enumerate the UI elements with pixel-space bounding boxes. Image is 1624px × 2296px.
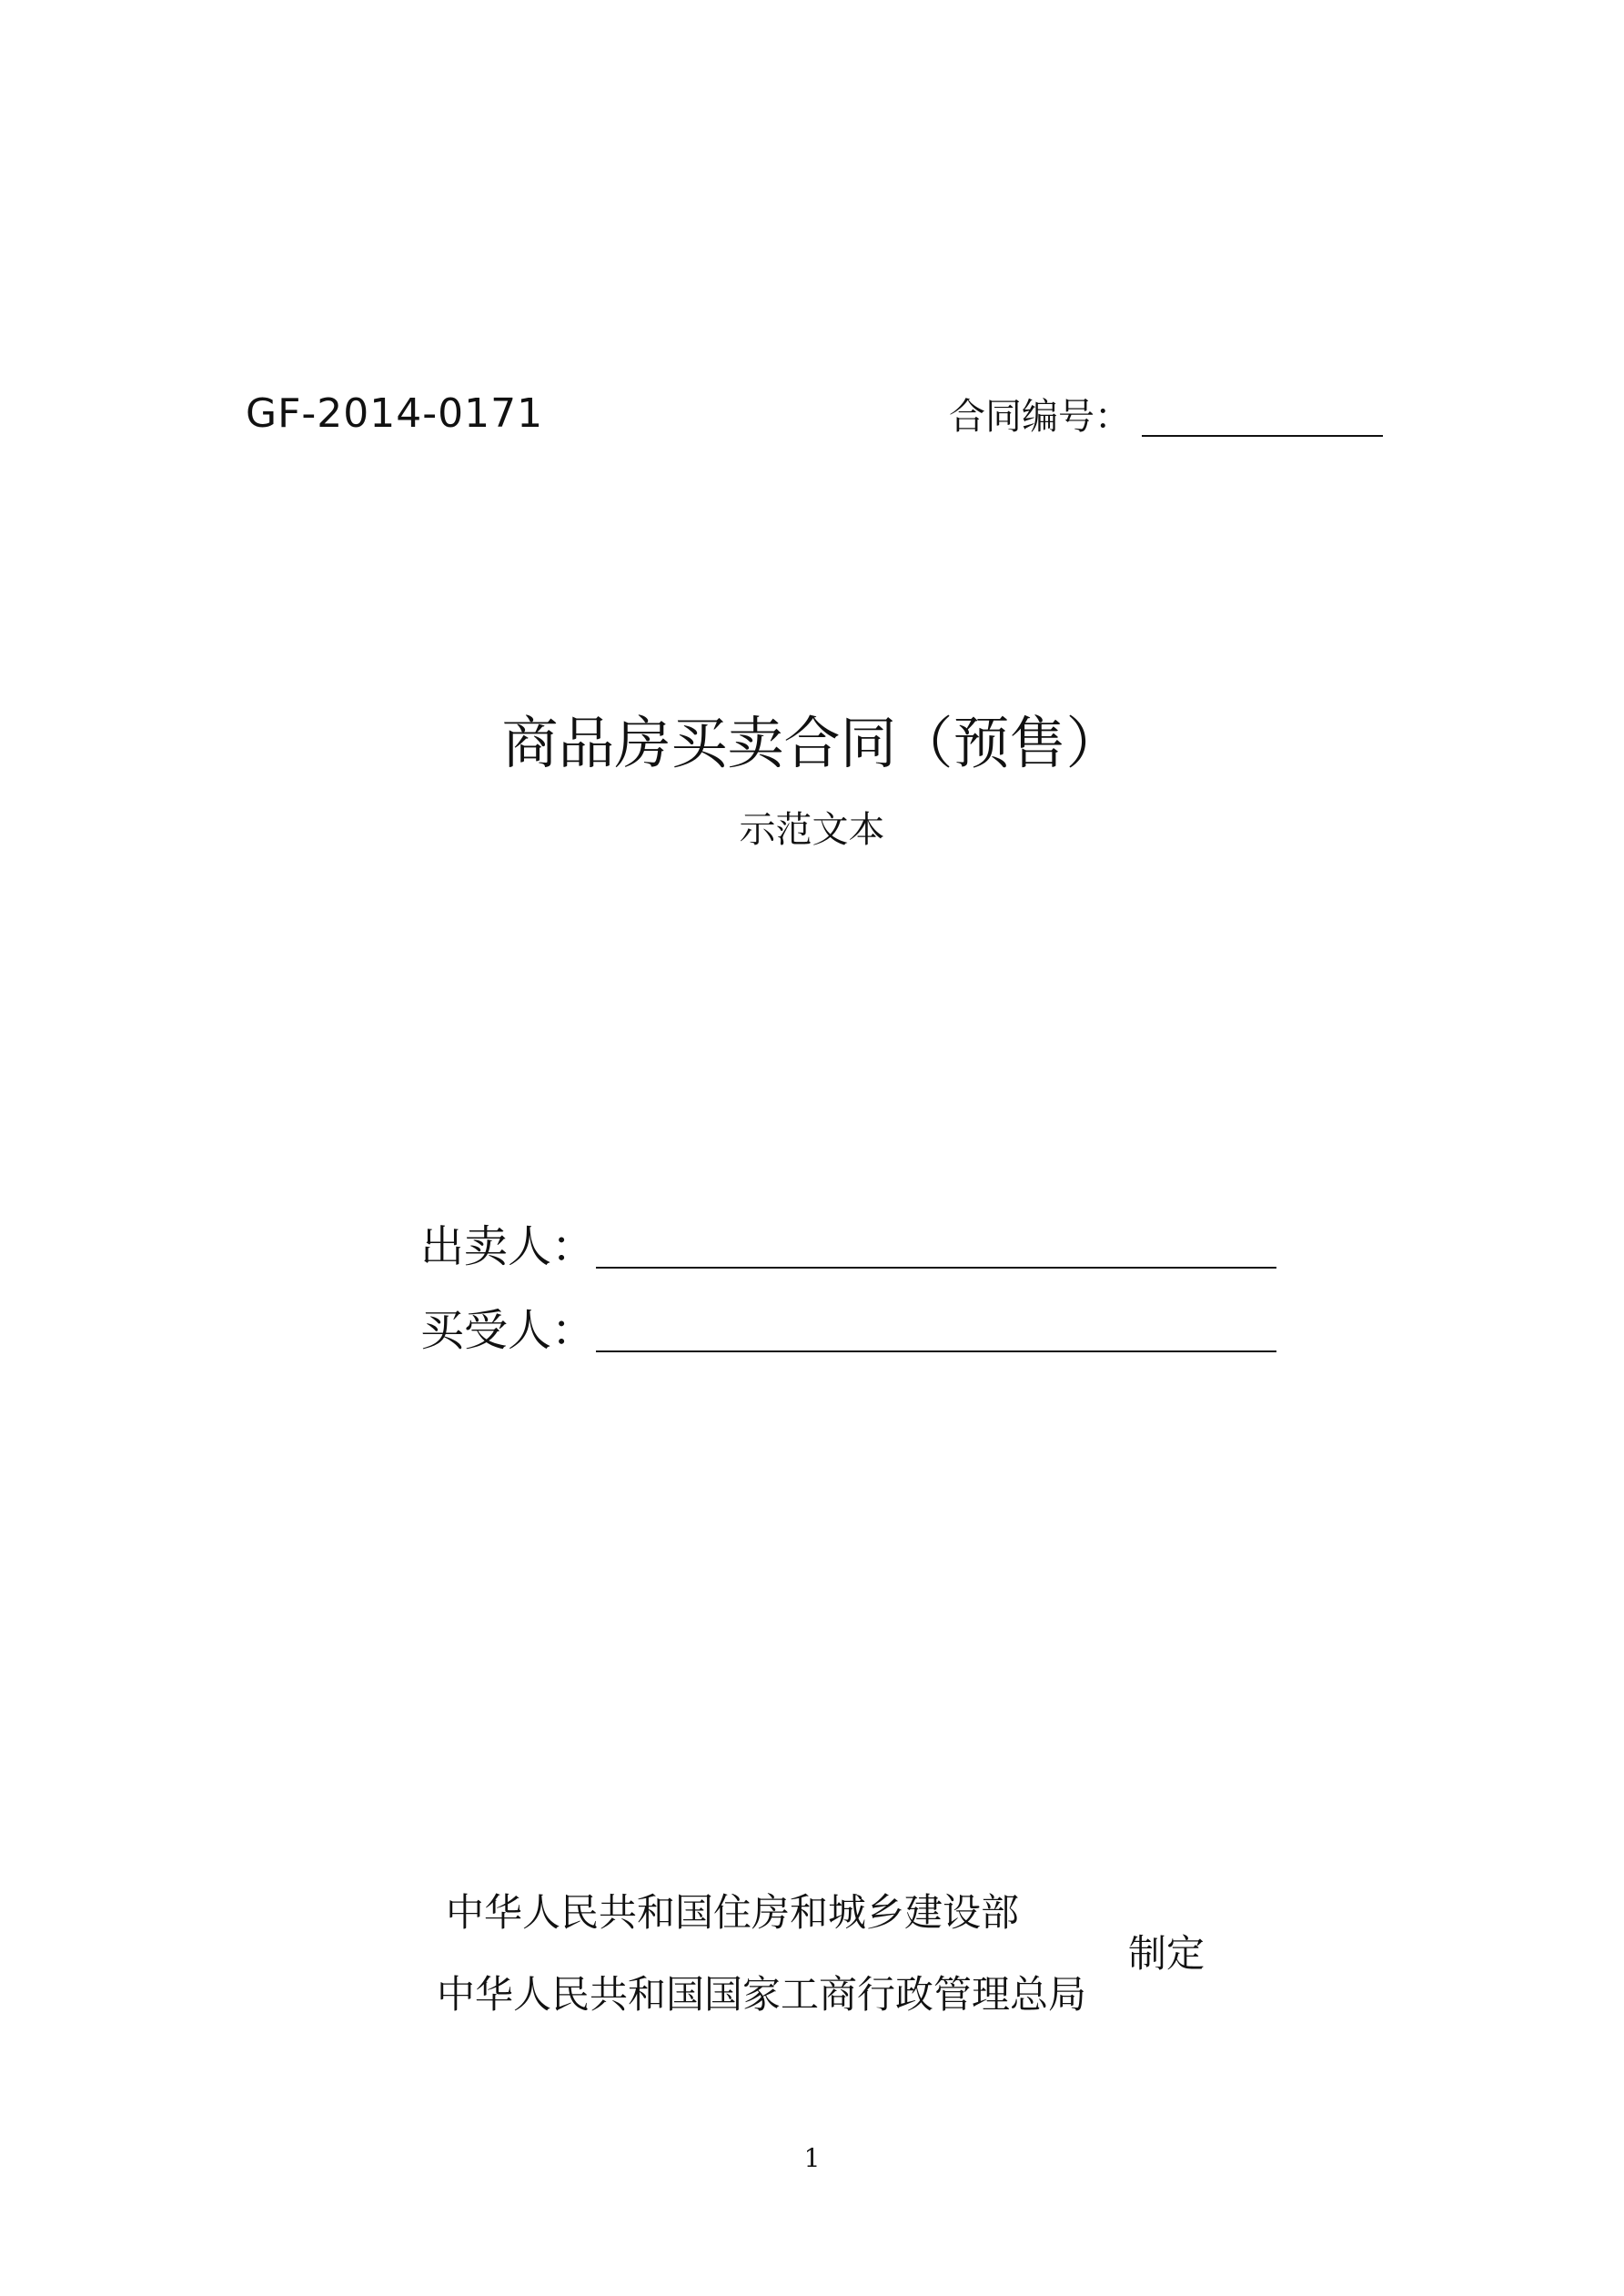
seller-label: 出卖人： bbox=[420, 1221, 596, 1272]
issuer-administration-for-industry-and-commerce: 中华人民共和国国家工商行政管理总局 bbox=[437, 1972, 1087, 2017]
buyer-label: 买受人： bbox=[420, 1305, 596, 1356]
document-subtitle: 示范文本 bbox=[739, 809, 885, 851]
issuer-ministry-of-housing: 中华人民共和国住房和城乡建设部 bbox=[446, 1890, 1020, 1935]
contract-number-label: 合同编号： bbox=[949, 396, 1131, 438]
document-title: 商品房买卖合同（预售） bbox=[501, 710, 1123, 776]
seller-blank-line bbox=[596, 1267, 1276, 1269]
buyer-blank-line bbox=[596, 1350, 1276, 1352]
contract-number-blank-line bbox=[1142, 435, 1383, 437]
issuer-suffix: 制定 bbox=[1128, 1931, 1205, 1976]
page-number: 1 bbox=[803, 2143, 821, 2173]
document-code: GF-2014-0171 bbox=[246, 390, 544, 437]
